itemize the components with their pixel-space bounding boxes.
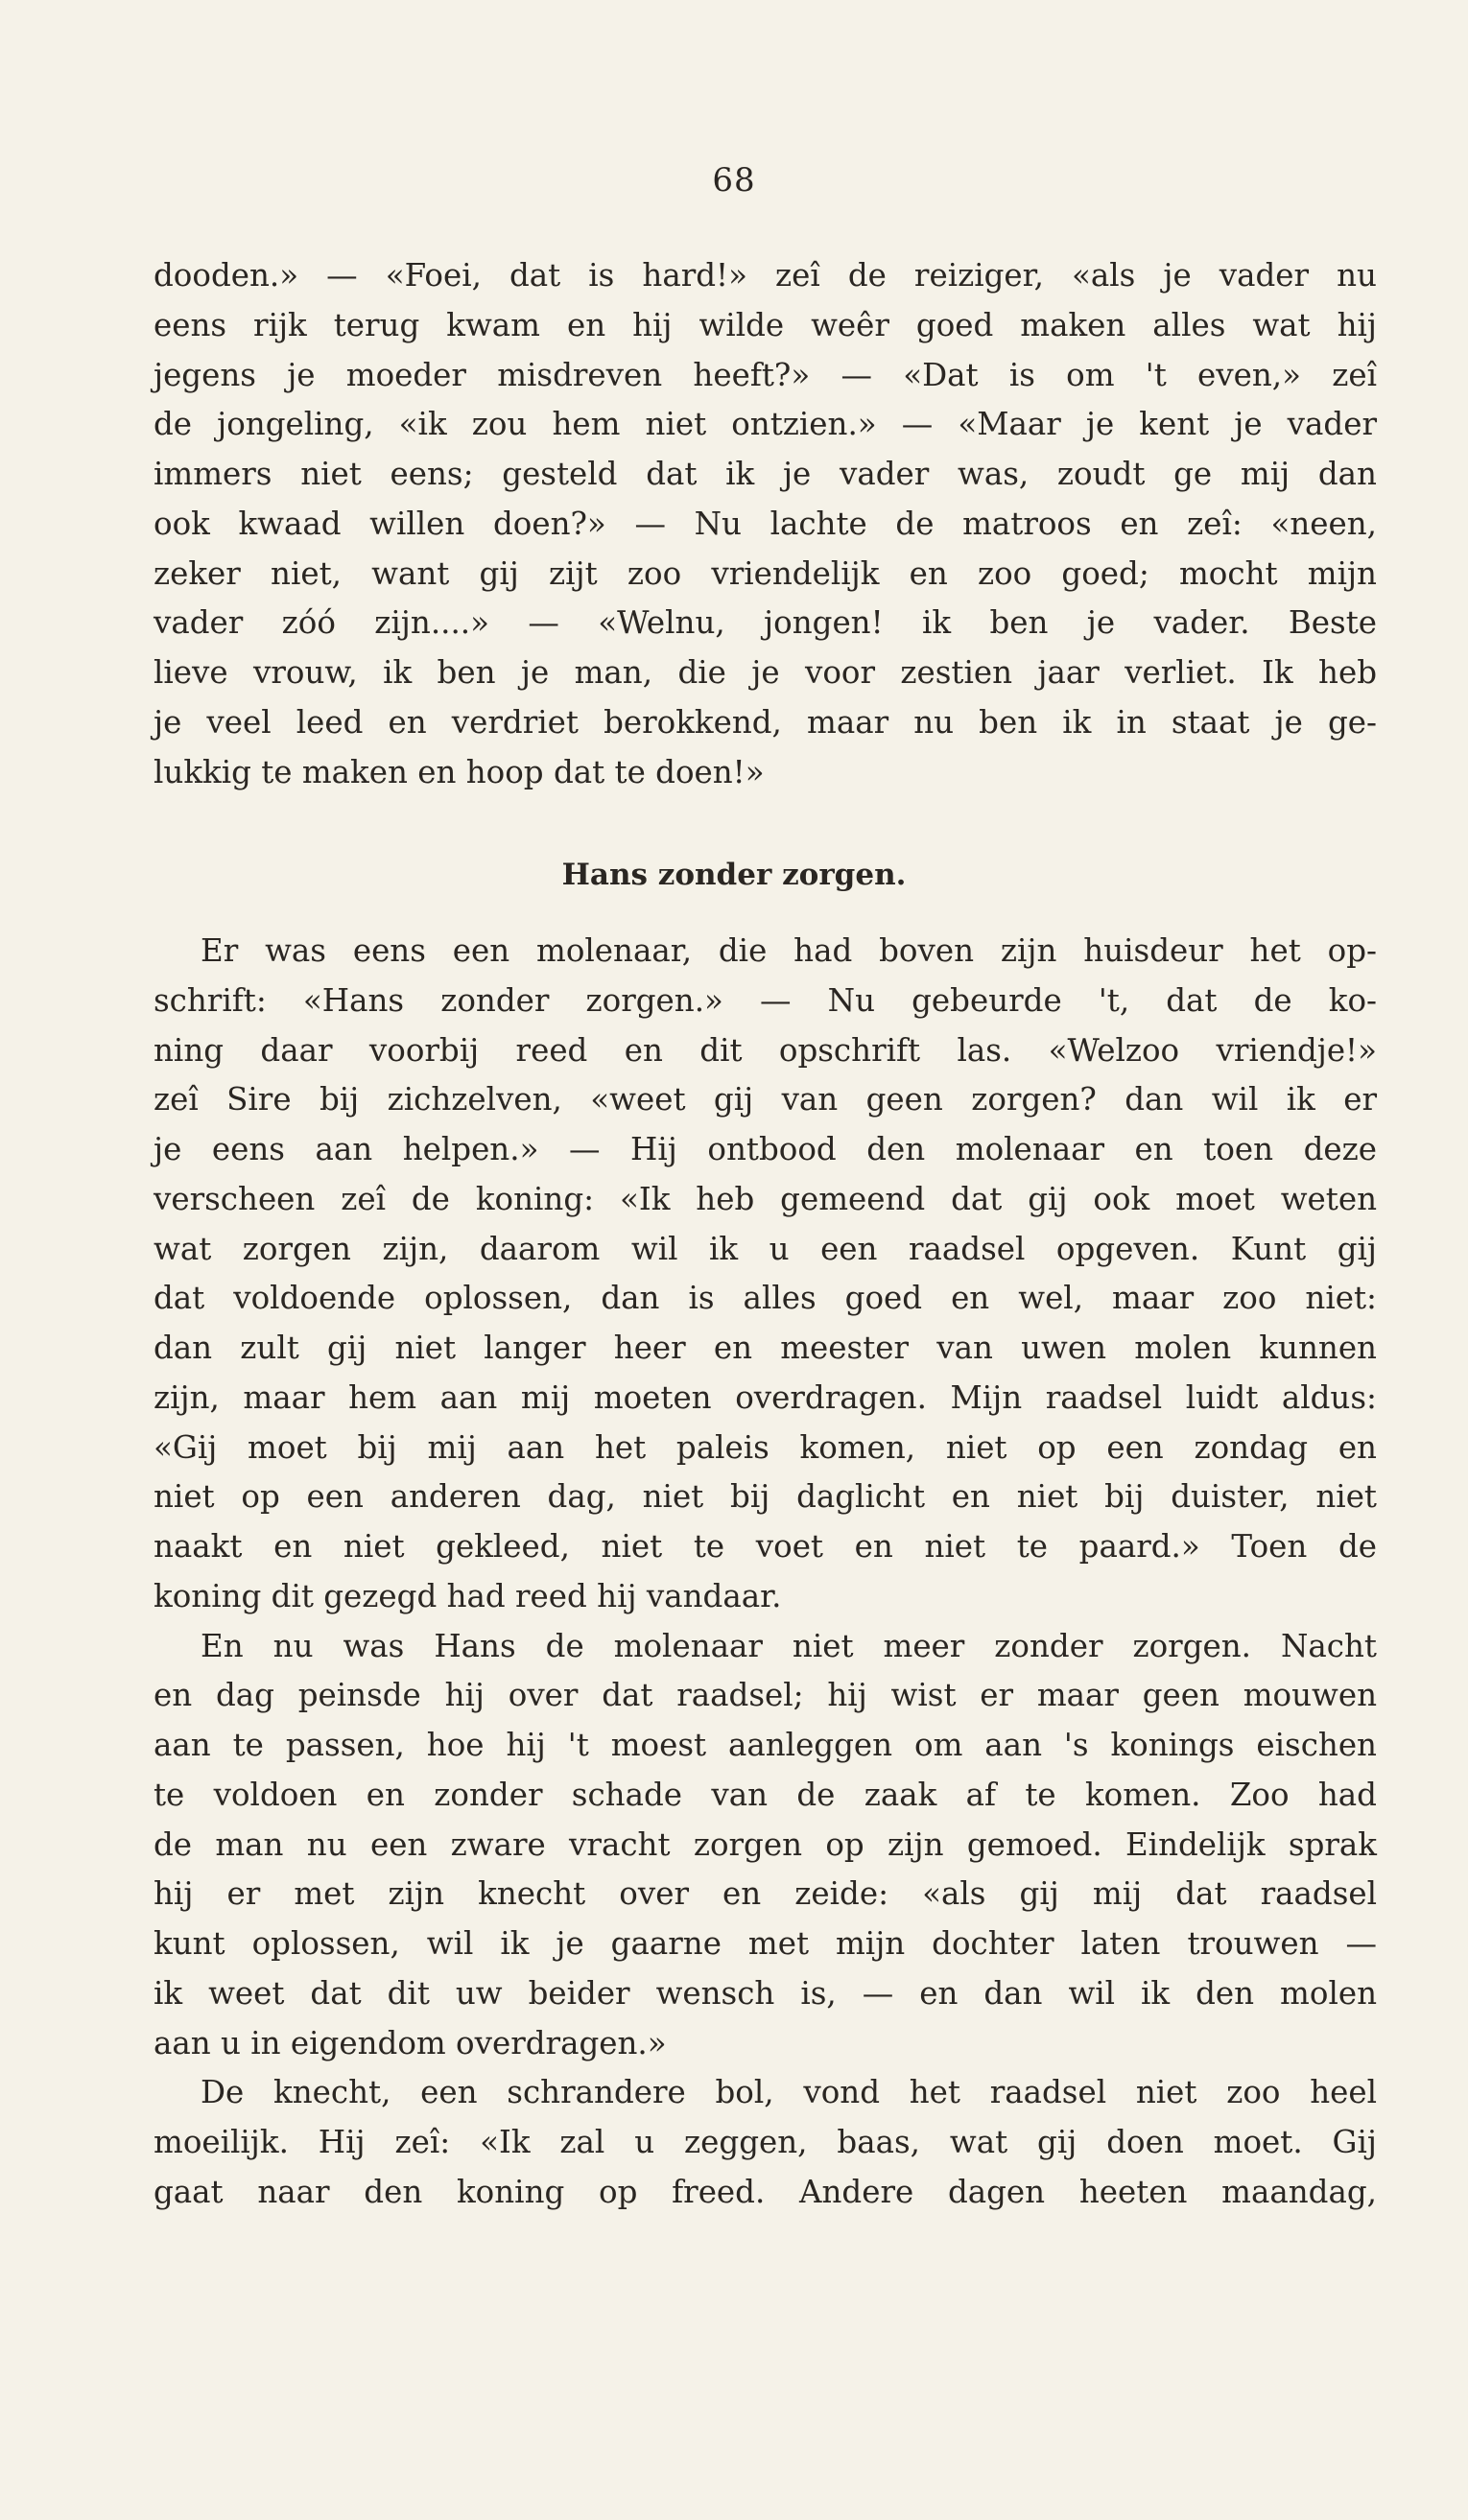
text-line: te voldoen en zonder schade van de zaak af te komen. Zoo had: [154, 1776, 1377, 1813]
text-line: koning dit gezegd had reed hij vandaar.: [154, 1577, 782, 1614]
text-block-story: [154, 927, 1377, 2218]
text-line: aan u in eigendom overdragen.»: [154, 2024, 667, 2061]
text-line: moeilijk. Hij zeî: «Ik zal u zeggen, baas, wat gij doen moet. Gij: [154, 2124, 1377, 2160]
text-line: «Gij moet bij mij aan het paleis komen, niet op een zondag en: [154, 1428, 1377, 1466]
text-line: lieve vrouw, ik ben je man, die je voor zestien jaar verliet. Ik heb: [154, 654, 1377, 691]
text-line: gaat naar den koning op freed. Andere dagen heeten maandag,: [154, 2173, 1377, 2210]
text-line: je veel leed en verdriet berokkend, maar nu ben ik in staat je ge-: [154, 703, 1377, 741]
text-line: eens rijk terug kwam en hij wilde weêr goed maken alles wat hij: [154, 306, 1377, 343]
text-line: ning daar voorbij reed en dit opschrift las. «Welzoo vriendje!»: [154, 1031, 1377, 1069]
text-line: je eens aan helpen.» — Hij ontbood den molenaar en toen deze: [154, 1131, 1377, 1167]
text-line: de man nu een zware vracht zorgen op zijn gemoed. Eindelijk sprak: [154, 1825, 1377, 1863]
text-line: dat voldoende oplossen, dan is alles goed en wel, maar zoo niet:: [154, 1280, 1377, 1317]
text-line: Er was eens een molenaar, die had boven zijn huisdeur het op-: [201, 932, 1377, 969]
text-line: jegens je moeder misdreven heeft?» — «Dat is om 't even,» zeî: [154, 356, 1377, 393]
text-line: immers niet eens; gesteld dat ik je vader was, zoudt ge mij dan: [154, 456, 1377, 492]
text-line: dan zult gij niet langer heer en meester van uwen molen kunnen: [154, 1330, 1377, 1366]
text-line: de jongeling, «ik zou hem niet ontzien.» — «Maar je kent je vader: [154, 406, 1377, 443]
text-line: De knecht, een schrandere bol, vond het raadsel niet zoo heel: [201, 2074, 1377, 2111]
text-line: En nu was Hans de molenaar niet meer zonder zorgen. Nacht: [201, 1627, 1377, 1664]
text-line: hij er met zijn knecht over en zeide: «als gij mij dat raadsel: [154, 1875, 1377, 1913]
text-line: ook kwaad willen doen?» — Nu lachte de matroos en zeî: «neen,: [154, 505, 1377, 542]
text-line: zijn, maar hem aan mij moeten overdragen. Mijn raadsel luidt aldus:: [154, 1378, 1377, 1416]
text-line: aan te passen, hoe hij 't moest aanleggen om aan 's konings eischen: [154, 1727, 1377, 1763]
text-block-previous-story: [154, 251, 1377, 797]
story-title: Hans zonder zorgen.: [561, 858, 907, 892]
text-line: ik weet dat dit uw beider wensch is, — en dan wil ik den molen: [154, 1974, 1377, 2012]
text-line: zeî Sire bij zichzelven, «weet gij van geen zorgen? dan wil ik er: [154, 1081, 1377, 1119]
text-line: dooden.» — «Foei, dat is hard!» zeî de reiziger, «als je vader nu: [154, 257, 1377, 294]
text-line: lukkig te maken en hoop dat te doen!»: [154, 753, 765, 790]
text-line: vader zóó zijn....» — «Welnu, jongen! ik ben je vader. Beste: [154, 604, 1377, 642]
text-line: en dag peinsde hij over dat raadsel; hij wist er maar geen mouwen: [154, 1677, 1377, 1714]
text-line: zeker niet, want gij zijt zoo vriendelijk en zoo goed; mocht mijn: [154, 554, 1377, 592]
text-line: niet op een anderen dag, niet bij daglicht en niet bij duister, niet: [154, 1478, 1377, 1516]
text-line: verscheen zeî de koning: «Ik heb gemeend dat gij ook moet weten: [154, 1180, 1377, 1217]
text-line: kunt oplossen, wil ik je gaarne met mijn dochter laten trouwen —: [154, 1925, 1377, 1962]
text-line: naakt en niet gekleed, niet te voet en niet te paard.» Toen de: [154, 1528, 1377, 1565]
page-number: 68: [712, 161, 756, 200]
text-line: wat zorgen zijn, daarom wil ik u een raadsel opgeven. Kunt gij: [154, 1230, 1377, 1267]
text-line: schrift: «Hans zonder zorgen.» — Nu gebeurde 't, dat de ko-: [154, 981, 1377, 1019]
